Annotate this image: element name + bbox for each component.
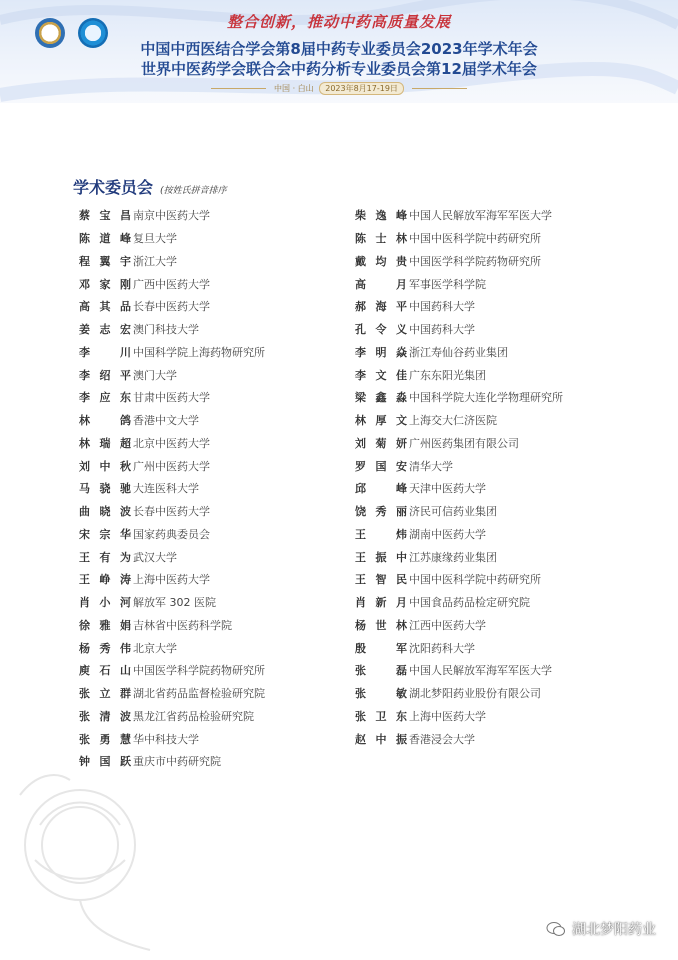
member-affiliation: 广州医药集团有限公司 (409, 436, 519, 450)
member-affiliation: 长春中医药大学 (133, 505, 210, 519)
member-name: 柴逸峰 (355, 209, 407, 223)
member-affiliation: 甘肃中医药大学 (133, 391, 210, 405)
conference-title-line1: 中国中西医结合学会第8届中药专业委员会2023年学术年会 (140, 40, 538, 58)
member-name: 高月 (355, 277, 407, 291)
member-name: 李应东 (79, 391, 131, 405)
member-name: 王炜 (355, 527, 407, 541)
member-name: 梁鑫淼 (355, 391, 407, 405)
committee-member-row (79, 705, 265, 728)
committee-member-row (79, 250, 265, 273)
member-affiliation: 华中科技大学 (133, 732, 199, 746)
member-affiliation: 湖南中医药大学 (409, 527, 486, 541)
member-name: 庾石山 (79, 664, 131, 678)
committee-member-row (355, 454, 563, 477)
wechat-account-label: 湖北梦阳药业 (572, 922, 656, 938)
member-name: 殷军 (355, 641, 407, 655)
member-affiliation: 北京中医药大学 (133, 436, 210, 450)
member-affiliation: 中国中医科学院中药研究所 (409, 232, 541, 246)
member-name: 陈道峰 (79, 232, 131, 246)
committee-member-row (79, 272, 265, 295)
committee-member-row (79, 500, 265, 523)
member-affiliation: 国家药典委员会 (133, 527, 210, 541)
member-name: 曲晓波 (79, 505, 131, 519)
member-affiliation: 浙江大学 (133, 254, 177, 268)
member-name: 钟国跃 (79, 755, 131, 769)
committee-member-row (355, 500, 563, 523)
committee-member-row (79, 591, 265, 614)
committee-member-row (79, 432, 265, 455)
venue-line (0, 82, 678, 95)
venue-divider-left (211, 88, 266, 89)
committee-member-row (355, 705, 563, 728)
member-affiliation: 吉林省中医药科学院 (133, 618, 232, 632)
member-affiliation: 中国医学科学院药物研究所 (409, 254, 541, 268)
member-name: 邱峰 (355, 482, 407, 496)
committee-member-row (79, 454, 265, 477)
member-name: 王振中 (355, 550, 407, 564)
member-name: 孔令义 (355, 323, 407, 337)
member-name: 邓家刚 (79, 277, 131, 291)
member-affiliation: 天津中医药大学 (409, 482, 486, 496)
member-name: 宋宗华 (79, 527, 131, 541)
committee-member-row (79, 545, 265, 568)
section-heading (73, 175, 227, 198)
committee-list-left (79, 204, 265, 773)
member-affiliation: 北京大学 (133, 641, 177, 655)
member-affiliation: 重庆市中药研究院 (133, 755, 221, 769)
committee-member-row (355, 409, 563, 432)
committee-member-row (79, 523, 265, 546)
wechat-icon (546, 921, 566, 937)
committee-member-row (355, 227, 563, 250)
section-sort-note: (按姓氏拼音排序 (160, 186, 227, 196)
committee-member-row (355, 318, 563, 341)
member-name: 高其品 (79, 300, 131, 314)
member-name: 张卫东 (355, 709, 407, 723)
conference-slogan: 整合创新，推动中药高质量发展 (226, 13, 451, 31)
committee-member-row (79, 341, 265, 364)
member-affiliation: 黑龙江省药品检验研究院 (133, 709, 254, 723)
committee-member-row (79, 659, 265, 682)
committee-member-row (355, 568, 563, 591)
member-name: 李文佳 (355, 368, 407, 382)
member-affiliation: 湖北梦阳药业股份有限公司 (409, 687, 541, 701)
member-name: 李明焱 (355, 345, 407, 359)
member-name: 戴均贵 (355, 254, 407, 268)
member-name: 王峥涛 (79, 573, 131, 587)
member-affiliation: 中国人民解放军海军军医大学 (409, 664, 552, 678)
member-name: 张勇慧 (79, 732, 131, 746)
peony-watermark (0, 735, 200, 960)
committee-member-row (355, 727, 563, 750)
member-affiliation: 香港中文大学 (133, 414, 199, 428)
member-affiliation: 中国医学科学院药物研究所 (133, 664, 265, 678)
member-name: 王智民 (355, 573, 407, 587)
member-affiliation: 军事医学科学院 (409, 277, 486, 291)
member-affiliation: 中国人民解放军海军军医大学 (409, 209, 552, 223)
committee-member-row (355, 432, 563, 455)
member-affiliation: 清华大学 (409, 459, 453, 473)
committee-member-row (355, 341, 563, 364)
member-name: 罗国安 (355, 459, 407, 473)
committee-member-row (79, 363, 265, 386)
member-name: 郝海平 (355, 300, 407, 314)
member-name: 蔡宝昌 (79, 209, 131, 223)
committee-member-row (355, 272, 563, 295)
member-affiliation: 广州中医药大学 (133, 459, 210, 473)
committee-member-row (355, 545, 563, 568)
committee-member-row (355, 682, 563, 705)
member-name: 李绍平 (79, 368, 131, 382)
member-affiliation: 澳门科技大学 (133, 323, 199, 337)
member-name: 林瑞超 (79, 436, 131, 450)
committee-member-row (355, 295, 563, 318)
committee-member-row (355, 250, 563, 273)
wechat-watermark (546, 919, 656, 939)
member-name: 林厚文 (355, 414, 407, 428)
venue-divider-right (412, 88, 467, 89)
committee-member-row (79, 386, 265, 409)
committee-member-row (355, 591, 563, 614)
member-affiliation: 江苏康缘药业集团 (409, 550, 497, 564)
member-name: 张立群 (79, 687, 131, 701)
member-name: 姜志宏 (79, 323, 131, 337)
committee-member-row (79, 204, 265, 227)
committee-member-row (355, 204, 563, 227)
member-name: 赵中振 (355, 732, 407, 746)
member-affiliation: 长春中医药大学 (133, 300, 210, 314)
member-affiliation: 香港浸会大学 (409, 732, 475, 746)
conference-date: 2023年8月17-19日 (319, 82, 404, 95)
committee-member-row (79, 568, 265, 591)
member-affiliation: 中国科学院上海药物研究所 (133, 345, 265, 359)
committee-member-row (355, 614, 563, 637)
committee-member-row (79, 636, 265, 659)
committee-member-row (79, 614, 265, 637)
member-affiliation: 广西中医药大学 (133, 277, 210, 291)
member-affiliation: 大连医科大学 (133, 482, 199, 496)
member-name: 肖新月 (355, 596, 407, 610)
section-title: 学术委员会 (73, 178, 154, 197)
member-name: 饶秀丽 (355, 505, 407, 519)
member-affiliation: 中国科学院大连化学物理研究所 (409, 391, 563, 405)
committee-member-row (355, 636, 563, 659)
committee-member-row (355, 386, 563, 409)
member-affiliation: 江西中医药大学 (409, 618, 486, 632)
member-name: 王有为 (79, 550, 131, 564)
member-affiliation: 广东东阳光集团 (409, 368, 486, 382)
member-affiliation: 武汉大学 (133, 550, 177, 564)
member-affiliation: 中国药科大学 (409, 300, 475, 314)
member-affiliation: 解放军 302 医院 (133, 596, 216, 610)
member-affiliation: 澳门大学 (133, 368, 177, 382)
member-name: 陈士林 (355, 232, 407, 246)
venue-location: 中国 · 白山 (274, 84, 314, 93)
member-name: 刘菊妍 (355, 436, 407, 450)
member-name: 徐雅娟 (79, 618, 131, 632)
member-name: 张磊 (355, 664, 407, 678)
committee-member-row (79, 682, 265, 705)
member-name: 肖小河 (79, 596, 131, 610)
member-name: 刘中秋 (79, 459, 131, 473)
member-affiliation: 南京中医药大学 (133, 209, 210, 223)
member-name: 马骁驰 (79, 482, 131, 496)
committee-member-row (355, 477, 563, 500)
member-name: 杨世林 (355, 618, 407, 632)
member-name: 张敏 (355, 687, 407, 701)
committee-member-row (79, 318, 265, 341)
conference-banner (0, 0, 678, 103)
member-affiliation: 湖北省药品监督检验研究院 (133, 687, 265, 701)
committee-member-row (79, 295, 265, 318)
committee-member-row (355, 659, 563, 682)
member-affiliation: 上海中医药大学 (133, 573, 210, 587)
member-affiliation: 中国食品药品检定研究院 (409, 596, 530, 610)
member-affiliation: 济民可信药业集团 (409, 505, 497, 519)
committee-member-row (355, 523, 563, 546)
member-name: 张清波 (79, 709, 131, 723)
committee-member-row (79, 409, 265, 432)
member-affiliation: 上海交大仁济医院 (409, 414, 497, 428)
committee-member-row (79, 227, 265, 250)
conference-title-line2: 世界中医药学会联合会中药分析专业委员会第12届学术年会 (141, 60, 537, 78)
member-affiliation: 沈阳药科大学 (409, 641, 475, 655)
member-affiliation: 中国中医科学院中药研究所 (409, 573, 541, 587)
member-affiliation: 上海中医药大学 (409, 709, 486, 723)
committee-member-row (79, 477, 265, 500)
committee-list-right (355, 204, 563, 750)
member-affiliation: 浙江寿仙谷药业集团 (409, 345, 508, 359)
member-name: 李川 (79, 345, 131, 359)
member-name: 林鸽 (79, 414, 131, 428)
member-affiliation: 复旦大学 (133, 232, 177, 246)
member-name: 程翼宇 (79, 254, 131, 268)
committee-member-row (355, 363, 563, 386)
member-name: 杨秀伟 (79, 641, 131, 655)
member-affiliation: 中国药科大学 (409, 323, 475, 337)
